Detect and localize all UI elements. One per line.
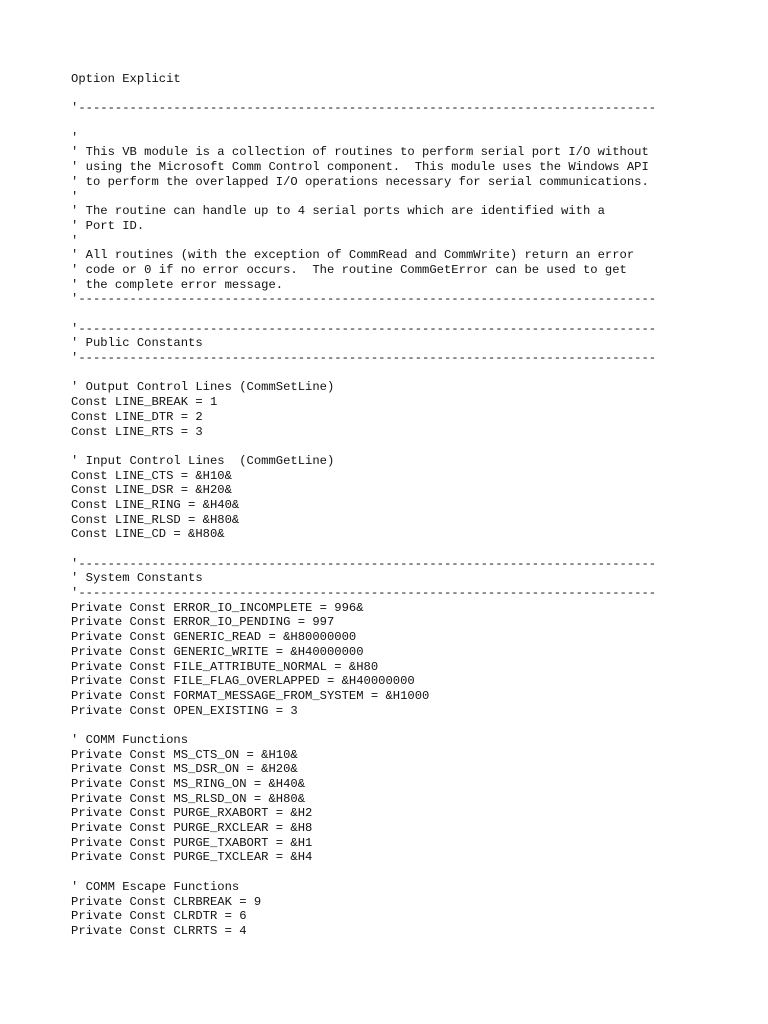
separator-comment-line: '------------------------------------------------------------------------------- <box>71 351 657 366</box>
blank-line <box>71 865 768 880</box>
comment-line: ' to perform the overlapped I/O operations necessary for serial communications. <box>71 174 649 189</box>
constant-declaration-line: Private Const MS_CTS_ON = &H10& <box>71 747 298 762</box>
comment-line: ' All routines (with the exception of CommRead and CommWrite) return an error <box>71 248 635 263</box>
comment-line: ' Output Control Lines (CommSetLine) <box>71 380 335 395</box>
constant-declaration-line: Private Const MS_DSR_ON = &H20& <box>71 762 298 777</box>
option-statement-line: Option Explicit <box>71 72 181 86</box>
comment-line: ' the complete error message. <box>71 277 284 292</box>
separator-comment-line: '------------------------------------------------------------------------------- <box>71 321 657 336</box>
comment-line: ' The routine can handle up to 4 serial ports which are identified with a <box>71 204 605 219</box>
constant-declaration-line: Private Const FILE_FLAG_OVERLAPPED = &H40000000 <box>71 674 415 689</box>
blank-line <box>71 307 768 322</box>
comment-line: ' This VB module is a collection of routines to perform serial port I/O without <box>71 145 649 160</box>
constant-declaration-line: Private Const ERROR_IO_INCOMPLETE = 996& <box>71 600 364 615</box>
constant-declaration-line: Private Const MS_RLSD_ON = &H80& <box>71 791 306 806</box>
constant-declaration-line: Private Const FORMAT_MESSAGE_FROM_SYSTEM = &H1000 <box>71 688 430 703</box>
comment-line: ' System Constants <box>71 571 203 586</box>
constant-declaration-line: Private Const GENERIC_READ = &H80000000 <box>71 630 357 645</box>
comment-line: ' COMM Functions <box>71 732 189 747</box>
blank-line <box>71 87 768 102</box>
constant-declaration-line: Const LINE_BREAK = 1 <box>71 395 218 410</box>
code-document <box>71 72 768 939</box>
constant-declaration-line: Const LINE_RLSD = &H80& <box>71 512 240 527</box>
constant-declaration-line: Private Const CLRDTR = 6 <box>71 909 247 924</box>
constant-declaration-line: Const LINE_DSR = &H20& <box>71 483 232 498</box>
comment-line: ' code or 0 if no error occurs. The routine CommGetError can be used to get <box>71 262 627 277</box>
comment-line: ' <box>71 189 79 204</box>
constant-declaration-line: Private Const FILE_ATTRIBUTE_NORMAL = &H80 <box>71 659 379 674</box>
constant-declaration-line: Const LINE_DTR = 2 <box>71 409 203 424</box>
constant-declaration-line: Private Const PURGE_RXCLEAR = &H8 <box>71 821 313 836</box>
constant-declaration-line: Private Const CLRRTS = 4 <box>71 923 247 938</box>
comment-line: ' <box>71 130 79 145</box>
blank-line <box>71 439 768 454</box>
comment-line: ' COMM Escape Functions <box>71 879 240 894</box>
constant-declaration-line: Const LINE_CD = &H80& <box>71 527 225 542</box>
comment-line: ' <box>71 233 79 248</box>
constant-declaration-line: Private Const PURGE_TXABORT = &H1 <box>71 835 313 850</box>
blank-line <box>71 116 768 131</box>
blank-line <box>71 542 768 557</box>
comment-line: ' Port ID. <box>71 218 145 233</box>
separator-comment-line: '------------------------------------------------------------------------------- <box>71 556 657 571</box>
constant-declaration-line: Private Const ERROR_IO_PENDING = 997 <box>71 615 335 630</box>
constant-declaration-line: Private Const MS_RING_ON = &H40& <box>71 777 306 791</box>
constant-declaration-line: Const LINE_RING = &H40& <box>71 497 240 512</box>
constant-declaration-line: Private Const OPEN_EXISTING = 3 <box>71 703 298 718</box>
separator-comment-line: '------------------------------------------------------------------------------- <box>71 101 657 116</box>
comment-line: ' Input Control Lines (CommGetLine) <box>71 453 335 468</box>
constant-declaration-line: Const LINE_RTS = 3 <box>71 424 203 439</box>
separator-comment-line: '------------------------------------------------------------------------------- <box>71 586 657 601</box>
blank-line <box>71 366 768 381</box>
constant-declaration-line: Const LINE_CTS = &H10& <box>71 468 232 483</box>
constant-declaration-line: Private Const PURGE_RXABORT = &H2 <box>71 806 313 821</box>
blank-line <box>71 718 768 733</box>
separator-comment-line: '------------------------------------------------------------------------------- <box>71 292 657 307</box>
constant-declaration-line: Private Const GENERIC_WRITE = &H40000000 <box>71 644 364 659</box>
constant-declaration-line: Private Const PURGE_TXCLEAR = &H4 <box>71 850 313 865</box>
constant-declaration-line: Private Const CLRBREAK = 9 <box>71 894 262 909</box>
comment-line: ' Public Constants <box>71 336 203 351</box>
comment-line: ' using the Microsoft Comm Control component. This module uses the Windows API <box>71 160 649 175</box>
